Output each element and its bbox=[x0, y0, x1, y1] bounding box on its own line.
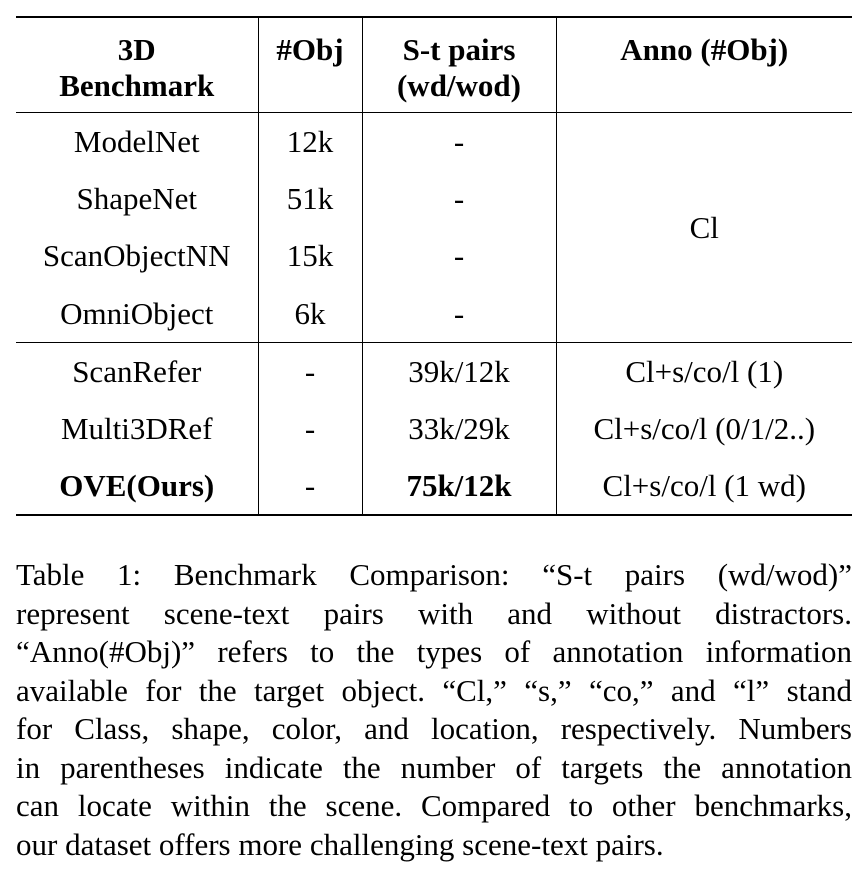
cell-obj: - bbox=[258, 458, 362, 516]
caption-line: can locate within the scene. Compared to other benchmarks, bbox=[16, 788, 852, 823]
cell-benchmark: ShapeNet bbox=[16, 170, 258, 228]
cell-benchmark: ScanObjectNN bbox=[16, 228, 258, 286]
cell-anno: Cl+s/co/l (0/1/2..) bbox=[593, 410, 816, 446]
cell-anno: Cl+s/co/l (1 wd) bbox=[602, 467, 806, 503]
table-caption bbox=[16, 556, 852, 864]
cell-benchmark: Multi3DRef bbox=[16, 400, 258, 458]
header-obj-label: #Obj bbox=[276, 32, 344, 67]
cell-obj: 15k bbox=[258, 228, 362, 286]
caption-line: Table 1: Benchmark Comparison: “S-t pairs (wd/wod)” bbox=[16, 557, 852, 592]
benchmark-comparison-table bbox=[16, 16, 852, 516]
header-benchmark bbox=[16, 17, 258, 113]
cell-anno: Cl+s/co/l (1) bbox=[556, 343, 852, 401]
cell-pairs: 33k/29k bbox=[362, 400, 556, 458]
header-obj bbox=[258, 17, 362, 113]
cell-obj: - bbox=[258, 343, 362, 401]
cell-anno-merged: Cl bbox=[689, 209, 719, 245]
cell-pairs-ours: 75k/12k bbox=[362, 458, 556, 516]
cell-benchmark-ours: OVE(Ours) bbox=[16, 458, 258, 516]
benchmark-table-container bbox=[16, 16, 852, 516]
caption-line: our dataset offers more challenging scene-text pairs. bbox=[16, 826, 664, 862]
header-pairs-line2: (wd/wod) bbox=[396, 68, 521, 103]
cell-obj: 51k bbox=[258, 170, 362, 228]
caption-line: for Class, shape, color, and location, respectively. Numbers bbox=[16, 711, 852, 746]
table-row bbox=[16, 400, 852, 458]
cell-pairs: - bbox=[362, 113, 556, 171]
cell-pairs: - bbox=[362, 170, 556, 228]
cell-benchmark: OmniObject bbox=[16, 285, 258, 343]
caption-line: “Anno(#Obj)” refers to the types of annotation information bbox=[16, 634, 852, 669]
cell-benchmark: ModelNet bbox=[16, 113, 258, 171]
cell-pairs: 39k/12k bbox=[362, 343, 556, 401]
cell-pairs: - bbox=[362, 228, 556, 286]
table-row-ours bbox=[16, 458, 852, 516]
header-pairs-line1: S-t pairs bbox=[402, 32, 516, 67]
cell-obj: 6k bbox=[258, 285, 362, 343]
cell-obj: - bbox=[258, 400, 362, 458]
cell-benchmark: ScanRefer bbox=[16, 343, 258, 401]
header-benchmark-line2: Benchmark bbox=[59, 68, 215, 103]
table-row bbox=[16, 343, 852, 401]
table-header-row bbox=[16, 17, 852, 113]
caption-line: available for the target object. “Cl,” “s,” “co,” and “l” stand bbox=[16, 672, 852, 708]
table-row bbox=[16, 113, 852, 171]
cell-obj: 12k bbox=[258, 113, 362, 171]
header-anno bbox=[556, 17, 852, 113]
header-pairs bbox=[362, 17, 556, 113]
header-benchmark-line1: 3D bbox=[117, 32, 156, 67]
cell-pairs: - bbox=[362, 285, 556, 343]
caption-line: represent scene-text pairs with and without distractors. bbox=[16, 595, 852, 631]
caption-line: in parentheses indicate the number of targets the annotation bbox=[16, 749, 852, 785]
header-anno-label: Anno (#Obj) bbox=[620, 32, 789, 67]
